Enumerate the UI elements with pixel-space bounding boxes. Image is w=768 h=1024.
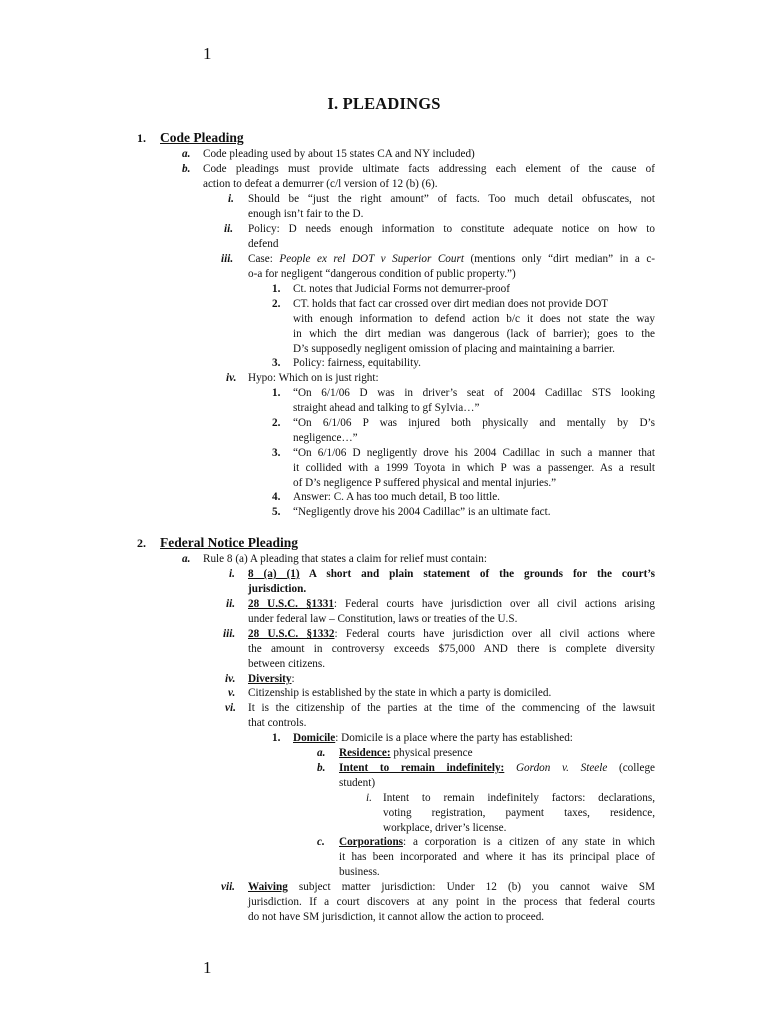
item-marker: b. [317, 762, 326, 774]
item-marker: vii. [221, 881, 235, 893]
item-marker: b. [182, 163, 191, 175]
section-number: 1. [137, 131, 146, 145]
text-line: it has been incorporated and where it has its principal place of [339, 851, 655, 863]
text-line: between citizens. [248, 658, 326, 670]
text-fragment: Case: [248, 253, 280, 265]
item-marker: iv. [226, 372, 237, 384]
item-marker: a. [182, 553, 191, 565]
item-marker: 3. [272, 447, 281, 459]
statute-citation: 28 U.S.C. §1332 [248, 628, 335, 640]
item-marker: v. [228, 687, 236, 699]
text-fragment: (college [607, 762, 656, 774]
text-line: Should be “just the right amount” of facts. Too much detail obfuscates, not [248, 193, 655, 205]
text-line: CT. holds that fact car crossed over dirt median does not provide DOT [293, 298, 609, 310]
text-line: it collided with a 1999 Toyota in which P was a passenger. As a result [293, 462, 655, 474]
text-line: It is the citizenship of the parties at the time of the commencing of the lawsuit [248, 702, 655, 714]
item-marker: 2. [272, 417, 281, 429]
text-line: Hypo: Which on is just right: [248, 372, 379, 384]
term: Diversity [248, 673, 292, 685]
term: Domicile [293, 732, 336, 744]
rule-citation: 8 (a) (1) [248, 568, 300, 580]
item-marker: ii. [226, 598, 236, 610]
text-line [248, 672, 295, 687]
text-line: o-a for negligent “dangerous condition of public property.”) [248, 268, 516, 280]
item-marker: a. [317, 747, 326, 759]
text-line: action to defeat a demurrer (c/l version of 12 (b) (6). [203, 178, 438, 190]
text-fragment: subject matter jurisdiction: Under 12 (b) you cannot waive SM [287, 881, 655, 893]
text-line: Rule 8 (a) A pleading that states a claim for relief must contain: [203, 553, 487, 565]
item-marker: 5. [272, 506, 281, 518]
text-line: negligence…” [293, 432, 358, 444]
text-line [293, 731, 573, 746]
text-line: jurisdiction. If a court discovers at any point in the process that federal courts [248, 896, 655, 908]
text-line: of D’s negligence P suffered physical and mental injuries.” [293, 477, 557, 489]
item-marker: iii. [221, 253, 234, 265]
text-line [248, 252, 655, 267]
text-line: business. [339, 866, 380, 878]
item-marker: 1. [272, 732, 281, 744]
page-title: I. PLEADINGS [327, 94, 441, 113]
text-line: defend [248, 238, 279, 250]
text-fragment: (mentions only “dirt median” in a c- [463, 253, 656, 265]
text-fragment: physical presence [390, 747, 473, 759]
text-fragment: : [291, 673, 295, 685]
text-line: student) [339, 777, 376, 789]
item-marker: 3. [272, 357, 281, 369]
item-marker: c. [317, 836, 325, 848]
item-marker: 4. [272, 491, 281, 503]
text-line: do not have SM jurisdiction, it cannot allow the action to proceed. [248, 911, 545, 923]
section-heading: Federal Notice Pleading [160, 535, 298, 550]
text-line [248, 597, 655, 612]
text-line: in which the dirt median was dangerous (lack of barrier); goes to the [293, 328, 655, 340]
case-name: Gordon v. Steele [515, 762, 608, 774]
term: Corporations [339, 836, 404, 848]
term: Waiving [248, 881, 288, 893]
text-line: the amount in controversy exceeds $75,000 AND there is complete diversity [248, 643, 655, 655]
section-number: 2. [137, 536, 146, 550]
text-line: under federal law – Constitution, laws or treaties of the U.S. [248, 613, 518, 625]
item-marker: iii. [223, 628, 236, 640]
section-heading: Code Pleading [160, 130, 244, 145]
item-marker: iv. [225, 673, 236, 685]
text-line [339, 761, 655, 776]
text-line [339, 746, 473, 761]
term: Intent to remain indefinitely: [339, 762, 505, 774]
item-marker: a. [182, 148, 191, 160]
text-line: Ct. notes that Judicial Forms not demurrer-proof [293, 283, 510, 295]
text-line: “On 6/1/06 D was in driver’s seat of 2004 Cadillac STS looking [293, 387, 655, 399]
item-marker: 2. [272, 298, 281, 310]
item-marker: i. [228, 193, 234, 205]
item-marker: i. [229, 568, 235, 580]
text-line: Policy: fairness, equitability. [293, 357, 421, 369]
text-line [248, 627, 655, 642]
text-line [339, 835, 655, 850]
statute-citation: 28 U.S.C. §1331 [248, 598, 334, 610]
text-line: straight ahead and talking to gf Sylvia…” [293, 402, 480, 414]
text-line: workplace, driver’s license. [383, 822, 507, 834]
item-marker: vi. [225, 702, 236, 714]
text-line: Answer: C. A has too much detail, B too little. [293, 491, 500, 503]
text-fragment: A short and plain statement of the grounds for the court’s [299, 568, 655, 580]
text-line: with enough information to defend action b/c it does not state the way [293, 313, 655, 325]
text-fragment: : Federal courts have jurisdiction over all civil actions where [334, 628, 655, 640]
text-line: enough isn’t fair to the D. [248, 208, 364, 220]
text-line [248, 880, 655, 895]
text-line: Policy: D needs enough information to constitute adequate notice on how to [248, 223, 655, 235]
case-name: People ex rel DOT v Superior Court [279, 253, 464, 265]
text-line: jurisdiction. [248, 583, 307, 595]
text-fragment: : a corporation is a citizen of any state in which [403, 836, 655, 848]
text-line: voting registration, payment taxes, residence, [383, 807, 655, 819]
text-line: “On 6/1/06 D negligently drove his 2004 Cadillac in such a manner that [293, 447, 655, 459]
text-line [248, 567, 655, 582]
item-marker: ii. [224, 223, 234, 235]
text-line: D’s supposedly negligent omission of placing and maintaining a barrier. [293, 343, 615, 355]
page-number-top: 1 [203, 44, 212, 63]
item-marker: i. [366, 792, 372, 804]
text-fragment: : Federal courts have jurisdiction over all civil actions arising [333, 598, 655, 610]
text-fragment: : Domicile is a place where the party has established: [335, 732, 573, 744]
term: Residence: [339, 747, 391, 759]
text-line: Code pleadings must provide ultimate facts addressing each element of the cause of [203, 163, 655, 175]
text-line: “Negligently drove his 2004 Cadillac” is an ultimate fact. [293, 506, 551, 518]
text-line: “On 6/1/06 P was injured both physically and mentally by D’s [293, 417, 655, 429]
text-line: Intent to remain indefinitely factors: declarations, [383, 792, 655, 804]
item-marker: 1. [272, 387, 281, 399]
item-marker: 1. [272, 283, 281, 295]
page-number-bottom: 1 [203, 958, 212, 977]
text-line: Citizenship is established by the state in which a party is domiciled. [248, 687, 552, 699]
text-line: Code pleading used by about 15 states CA and NY included) [203, 148, 475, 160]
text-line: that controls. [248, 717, 307, 729]
